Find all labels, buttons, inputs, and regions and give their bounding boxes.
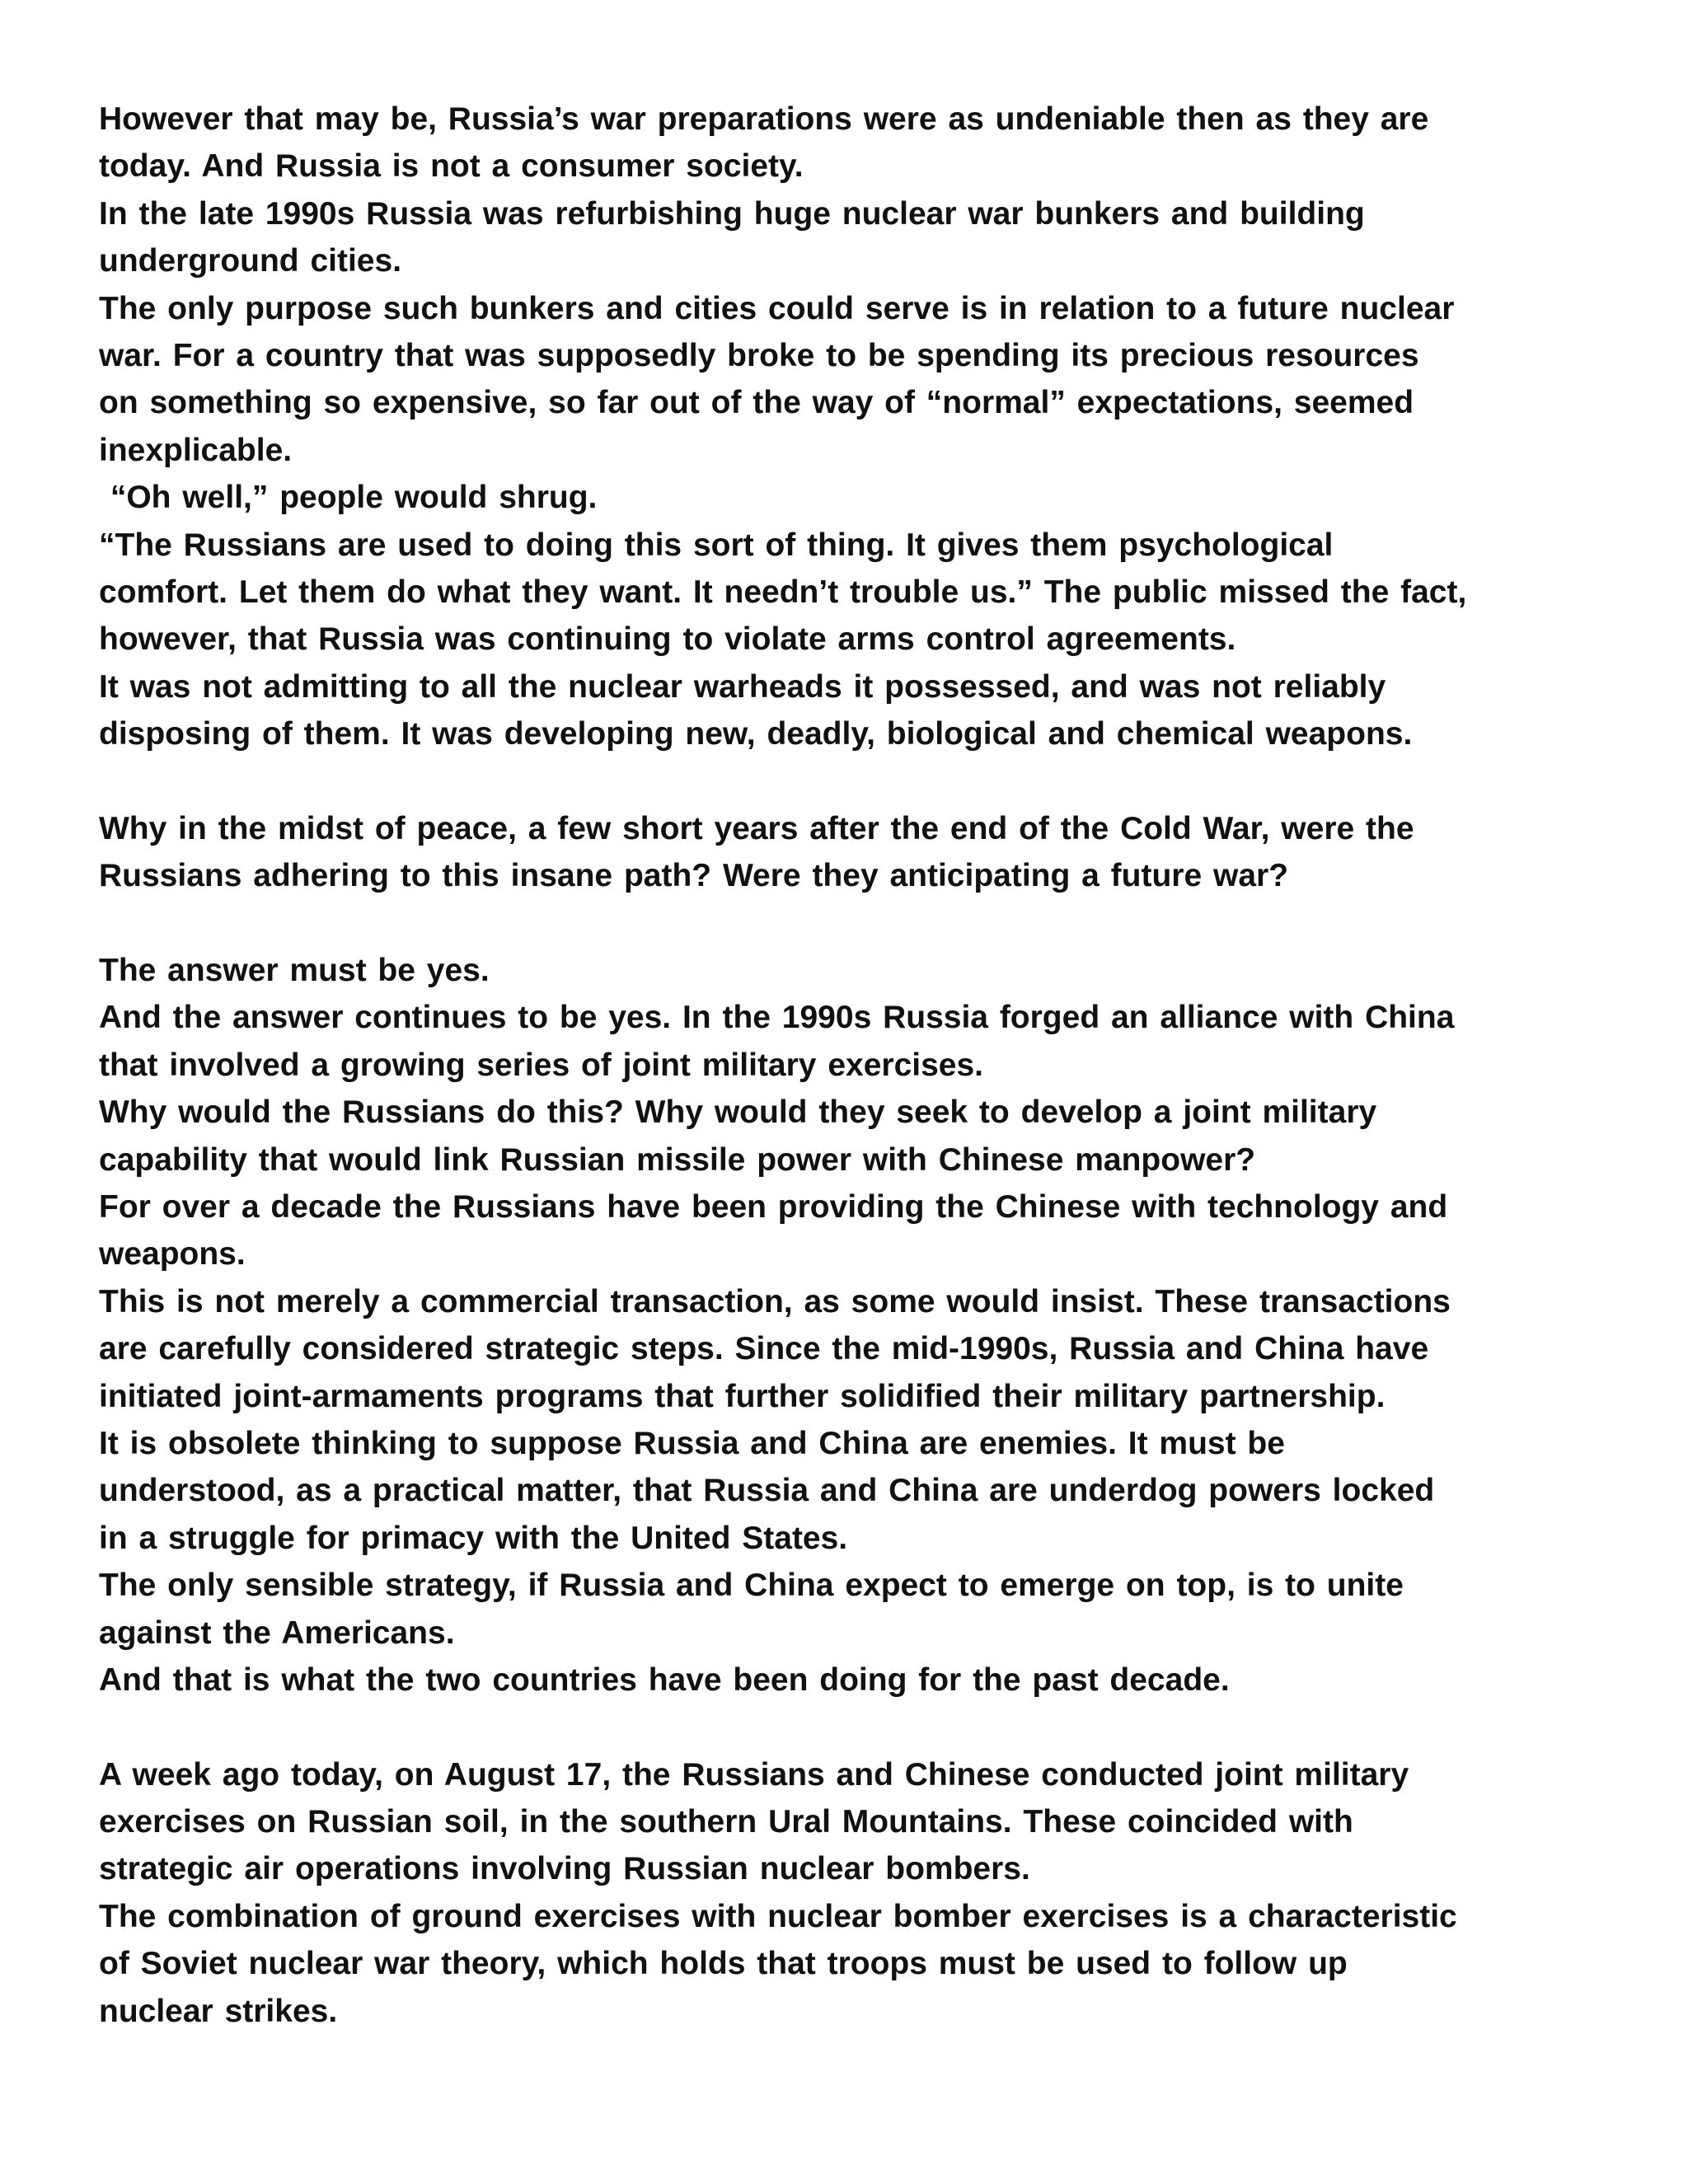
text-line: today. And Russia is not a consumer society. [99,148,804,185]
text-line: weapons. [99,1236,246,1272]
text-line: capability that would link Russian missile power with Chinese manpower? [99,1141,1256,1178]
text-line: nuclear strikes. [99,1993,338,2029]
text-line: The answer must be yes. [99,953,490,989]
text-line: on something so expensive, so far out of the way of “normal” expectations, seemed [99,385,1414,421]
paragraph-spacer [99,757,1615,804]
text-line: war. For a country that was supposedly broke to be spending its precious resources [99,337,1419,373]
text-line: The only purpose such bunkers and cities could serve is in relation to a future nuclear [99,290,1455,326]
text-line: of Soviet nuclear war theory, which holds that troops must be used to follow up [99,1946,1348,1982]
text-line: against the Americans. [99,1615,455,1651]
text-line: In the late 1990s Russia was refurbishing huge nuclear war bunkers and building [99,195,1365,232]
text-line: And the answer continues to be yes. In the 1990s Russia forged an alliance with China [99,1000,1455,1036]
text-line: The only sensible strategy, if Russia and China expect to emerge on top, is to unite [99,1568,1404,1604]
text-line: disposing of them. It was developing new, deadly, biological and chemical weapons. [99,716,1413,752]
text-line: in a struggle for primacy with the United States. [99,1520,848,1556]
text-line: The combination of ground exercises with nuclear bomber exercises is a characteristic [99,1898,1457,1934]
text-line: inexplicable. [99,432,293,468]
text-line: However that may be, Russia’s war preparations were as undeniable then as they are [99,101,1429,137]
text-line: It is obsolete thinking to suppose Russia and China are enemies. It must be [99,1425,1285,1461]
paragraph-spacer [99,900,1615,947]
text-line: This is not merely a commercial transaction, as some would insist. These transactions [99,1283,1451,1319]
paragraph-spacer [99,1704,1615,1750]
text-line: underground cities. [99,243,402,279]
text-line: initiated joint-armaments programs that further solidified their military partnership. [99,1378,1386,1414]
body-text [99,96,1615,2035]
text-line: understood, as a practical matter, that Russia and China are underdog powers locked [99,1473,1435,1509]
text-line: “The Russians are used to doing this sort of thing. It gives them psychological [99,527,1334,563]
text-line: It was not admitting to all the nuclear warheads it possessed, and was not reliably [99,668,1386,705]
text-line: “Oh well,” people would shrug. [99,480,598,516]
text-line: For over a decade the Russians have been providing the Chinese with technology and [99,1188,1448,1225]
text-line: And that is what the two countries have been doing for the past decade. [99,1661,1230,1698]
text-line: Russians adhering to this insane path? Were they anticipating a future war? [99,858,1289,894]
text-line: however, that Russia was continuing to violate arms control agreements. [99,621,1236,658]
text-line: comfort. Let them do what they want. It needn’t trouble us.” The public missed the fact, [99,574,1467,610]
text-line: Why would the Russians do this? Why would they seek to develop a joint military [99,1094,1377,1131]
text-line: that involved a growing series of joint military exercises. [99,1047,984,1083]
text-line: are carefully considered strategic steps. Since the mid-1990s, Russia and China have [99,1331,1429,1367]
text-line: exercises on Russian soil, in the southern Ural Mountains. These coincided with [99,1804,1353,1840]
text-line: strategic air operations involving Russian nuclear bombers. [99,1851,1030,1887]
text-line: A week ago today, on August 17, the Russians and Chinese conducted joint military [99,1756,1409,1793]
text-line: Why in the midst of peace, a few short years after the end of the Cold War, were the [99,810,1414,846]
